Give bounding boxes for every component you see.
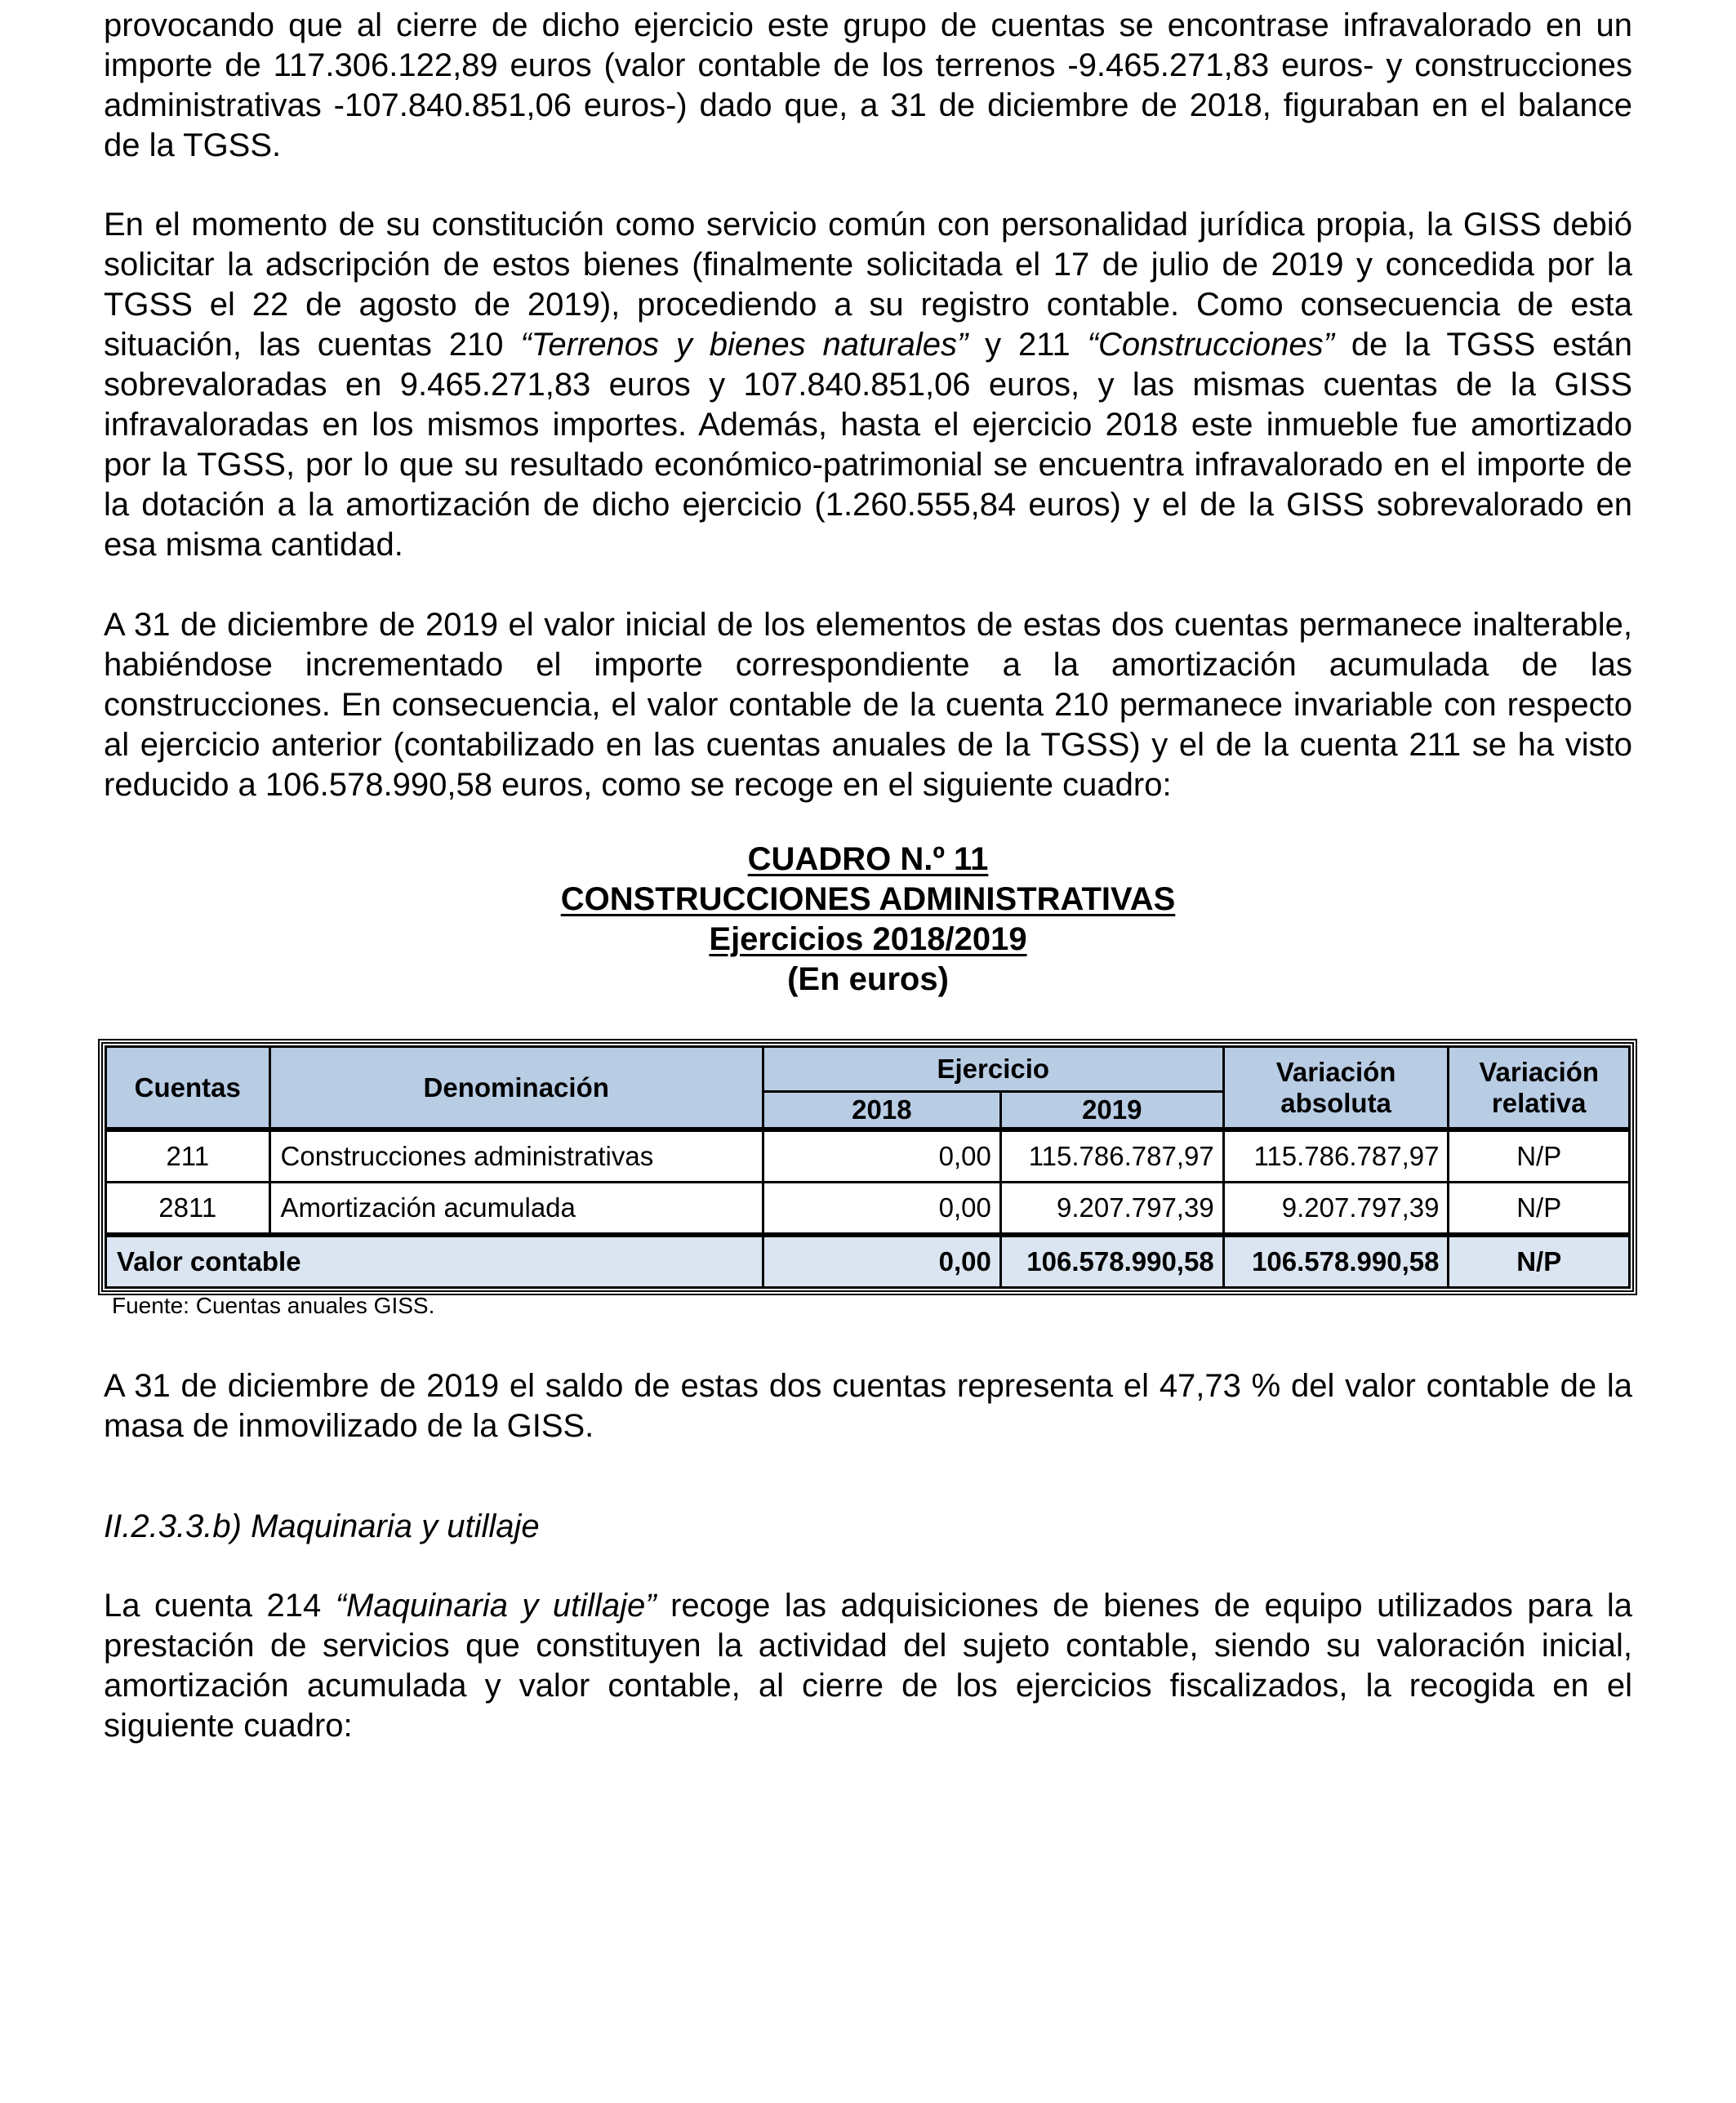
- cell-denominacion: Construcciones administrativas: [269, 1129, 763, 1183]
- paragraph-2-text-c: y 211: [968, 327, 1088, 363]
- cell-cuenta: 2811: [106, 1183, 270, 1236]
- cell-variacion-absoluta: 115.786.787,97: [1223, 1129, 1449, 1183]
- header-2018: 2018: [763, 1092, 1000, 1130]
- paragraph-5: [104, 1586, 1632, 1746]
- paragraph-2-italic-terrenos: “Terrenos y bienes naturales”: [520, 327, 968, 363]
- paragraph-5-italic-maquinaria: “Maquinaria y utillaje”: [335, 1588, 657, 1624]
- cell-2019: 9.207.797,39: [1000, 1183, 1223, 1236]
- table-total-row: [106, 1235, 1630, 1288]
- paragraph-2: [104, 205, 1632, 565]
- header-variacion-absoluta: Variación absoluta: [1223, 1047, 1449, 1130]
- paragraph-3: A 31 de diciembre de 2019 el valor inicial de los elementos de estas dos cuentas permanece inalterable, habiéndose incrementado el importe correspondiente a la amortización acumulada de las construcciones. En consecuencia, el valor contable de la cuenta 210 permanece invariable con respecto al ejercicio anterior (contabilizado en las cuentas anuales de la TGSS) y el de la cuenta 211 se ha visto reducido a 106.578.990,58 euros, como se recoge en el siguiente cuadro:: [104, 607, 1632, 803]
- section-heading: II.2.3.3.b) Maquinaria y utillaje: [104, 1508, 540, 1544]
- total-variacion-relativa: N/P: [1449, 1235, 1630, 1288]
- header-denominacion: Denominación: [269, 1047, 763, 1130]
- cuadro-number: CUADRO N.º 11: [747, 841, 989, 877]
- cell-variacion-relativa: N/P: [1449, 1129, 1630, 1183]
- header-variacion-relativa: Variación relativa: [1449, 1047, 1630, 1130]
- header-cuentas: Cuentas: [106, 1047, 270, 1130]
- total-2019: 106.578.990,58: [1000, 1235, 1223, 1288]
- paragraph-5-text-a: La cuenta 214: [104, 1588, 336, 1624]
- paragraph-2-text-a: En el momento de su constitución como servicio común con personalidad jurídica propia, la GISS debió solicitar la adscripción de estos bienes (finalmente solicitada el 17 de julio de 2019 y concedida por la TGSS el 22 de agosto de 2019), procediendo a su registro contable. Como consecuencia de esta situación, las cuentas 210: [104, 207, 1632, 363]
- cuadro-table: [105, 1045, 1631, 1289]
- cell-variacion-relativa: N/P: [1449, 1183, 1630, 1236]
- paragraph-2-text-e: de la TGSS están sobrevaloradas en 9.465.271,83 euros y 107.840.851,06 euros, y las mismas cuentas de la GISS infravaloradas en los mismos importes. Además, hasta el ejercicio 2018 este inmueble fue amortizado por la TGSS, por lo que su resultado económico-patrimonial se encuentra infravalorado en el importe de la dotación a la amortización de dicho ejercicio (1.260.555,84 euros) y el de la GISS sobrevalorado en esa misma cantidad.: [104, 327, 1633, 563]
- cell-denominacion: Amortización acumulada: [269, 1183, 763, 1236]
- table-row: [106, 1129, 1630, 1183]
- header-2019: 2019: [1000, 1092, 1223, 1130]
- cuadro-table-frame: [98, 1039, 1637, 1295]
- paragraph-4: A 31 de diciembre de 2019 el saldo de estas dos cuentas representa el 47,73 % del valor contable de la masa de inmovilizado de la GISS.: [104, 1368, 1632, 1444]
- table-source-note: Fuente: Cuentas anuales GISS.: [112, 1293, 435, 1318]
- header-ejercicio: Ejercicio: [763, 1047, 1223, 1092]
- cell-2019: 115.786.787,97: [1000, 1129, 1223, 1183]
- paragraph-2-italic-construcciones: “Construcciones”: [1087, 327, 1334, 363]
- cuadro-title: [104, 840, 1632, 1000]
- paragraph-5-text-c: recoge las adquisiciones de bienes de equipo utilizados para la prestación de servicios que constituyen la actividad del sujeto contable, siendo su valoración inicial, amortización acumulada y valor contable, al cierre de los ejercicios fiscalizados, la recogida en el siguiente cuadro:: [104, 1588, 1633, 1744]
- cell-2018: 0,00: [763, 1183, 1000, 1236]
- cell-cuenta: 211: [106, 1129, 270, 1183]
- total-variacion-absoluta: 106.578.990,58: [1223, 1235, 1449, 1288]
- cell-2018: 0,00: [763, 1129, 1000, 1183]
- total-2018: 0,00: [763, 1235, 1000, 1288]
- cuadro-unit: (En euros): [787, 961, 949, 997]
- total-label: Valor contable: [106, 1235, 763, 1288]
- cell-variacion-absoluta: 9.207.797,39: [1223, 1183, 1449, 1236]
- table-row: [106, 1183, 1630, 1236]
- cuadro-period: Ejercicios 2018/2019: [709, 921, 1027, 957]
- paragraph-1: provocando que al cierre de dicho ejercicio este grupo de cuentas se encontrase infravalorado en un importe de 117.306.122,89 euros (valor contable de los terrenos -9.465.271,83 euros- y construcciones administrativas -107.840.851,06 euros-) dado que, a 31 de diciembre de 2018, figuraban en el balance de la TGSS.: [104, 7, 1632, 163]
- cuadro-subject: CONSTRUCCIONES ADMINISTRATIVAS: [560, 881, 1176, 917]
